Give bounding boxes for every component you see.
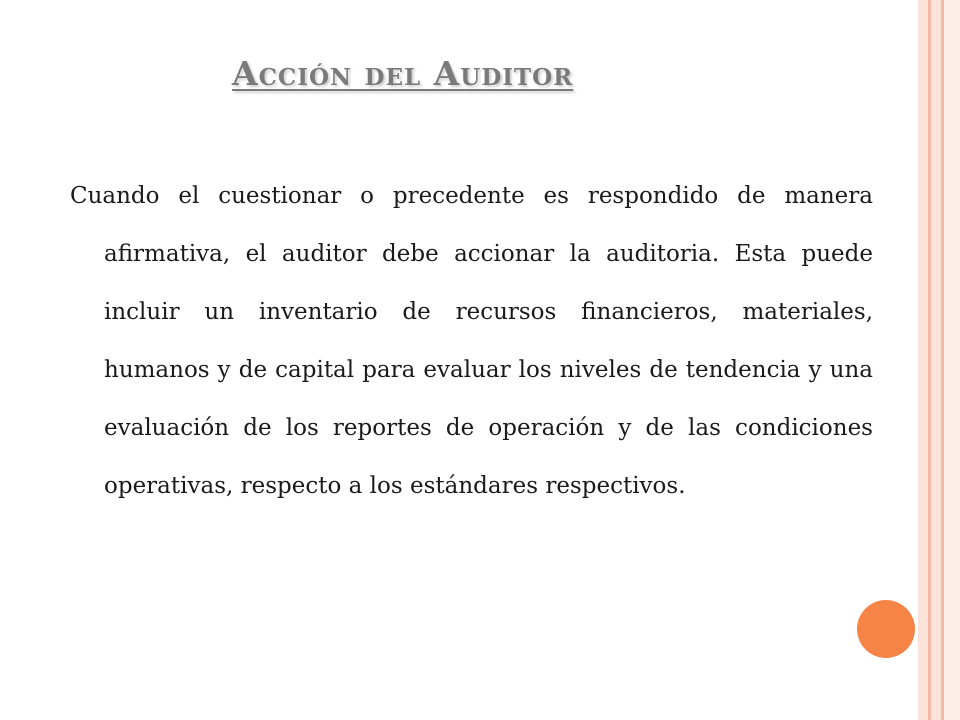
decorative-stripe (931, 0, 941, 720)
decorative-stripe (918, 0, 928, 720)
decorative-circle (857, 600, 915, 658)
slide-body-text: Cuando el cuestionar o precedente es respondido de manera afirmativa, el auditor debe accionar la auditoria. Esta puede incluir un inventario de recursos financieros, materiales, humanos y de capital para evaluar los niveles de tendencia y una evaluación de los reportes de operación y de las condiciones operativas, respecto a los estándares respectivos. (70, 183, 873, 499)
slide-title: Acción del Auditor (232, 54, 574, 93)
decorative-stripe (944, 0, 960, 720)
